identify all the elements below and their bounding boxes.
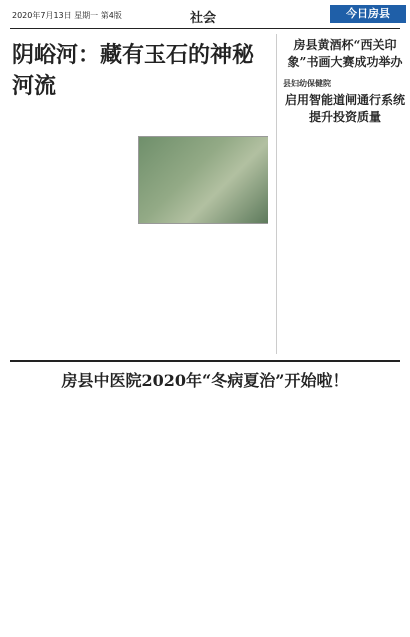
right-headline-2-text: 启用智能道闸通行系统提升投资质量 [284, 93, 405, 124]
lead-headline: 阴峪河：藏有玉石的神秘河流 [12, 42, 255, 99]
bottom-col-3 [208, 397, 299, 617]
right-headline-1: 房县黄酒杯“西关印象”书画大赛成功举办 [287, 38, 403, 69]
newspaper-logo: 今日房县 [330, 5, 406, 23]
masthead-rule [10, 28, 400, 29]
bottom-columns [10, 397, 400, 617]
bottom-col-1 [14, 397, 105, 617]
right-headline-2 [283, 78, 407, 125]
river-photo [138, 136, 268, 224]
section-title: 社会 [190, 11, 217, 26]
masthead [0, 0, 410, 34]
ad-section [10, 360, 400, 632]
right-subhead-2: 县妇幼保健院 [283, 78, 331, 88]
bottom-col-4 [305, 397, 396, 617]
right-articles [276, 34, 407, 354]
lead-article [10, 34, 268, 354]
bottom-headline: 房县中医院2020年“冬病夏治”开始啦！ [61, 371, 349, 390]
bottom-col-2 [111, 397, 202, 617]
issue-date: 2020年7月13日 星期一 第4版 [12, 11, 122, 20]
